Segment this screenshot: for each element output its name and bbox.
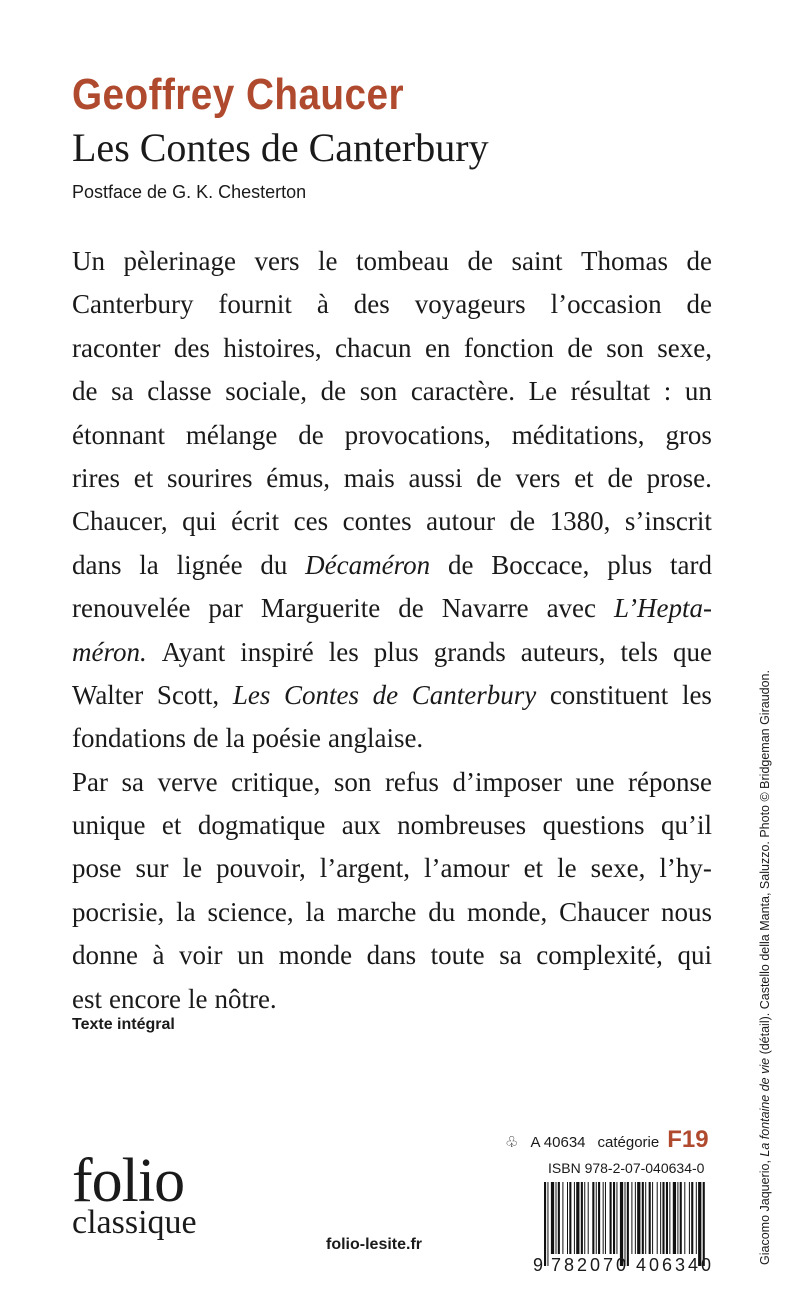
word: tels <box>620 636 658 667</box>
italic-title-word: Les <box>232 679 271 710</box>
word: histoires, <box>223 332 322 363</box>
word: Ayant <box>161 636 226 667</box>
word: toute <box>430 940 485 971</box>
word: nôtre. <box>214 983 277 1014</box>
barcode-bar <box>551 1182 554 1254</box>
word: sur <box>135 853 169 884</box>
word: le <box>182 853 203 884</box>
word: aux <box>341 810 381 841</box>
word: caractère. <box>410 376 515 407</box>
blurb-line <box>72 327 712 370</box>
barcode-digit-first: 9 <box>533 1255 547 1275</box>
barcode-bar <box>684 1182 685 1254</box>
word: qu’il <box>661 810 712 841</box>
word: du <box>260 549 288 580</box>
word: sexe, <box>657 332 712 363</box>
blurb-line <box>72 934 712 977</box>
barcode-bar <box>642 1182 644 1254</box>
italic-title-word: Décaméron <box>305 549 431 580</box>
credit-segment: La fontaine de vie <box>758 1057 772 1157</box>
word: Un <box>72 246 105 276</box>
barcode-bar <box>703 1182 705 1266</box>
word: constituent <box>549 679 669 710</box>
word: de <box>447 549 474 580</box>
word: son <box>333 766 372 797</box>
barcode-bar <box>637 1182 640 1254</box>
blurb-text <box>72 240 712 1021</box>
barcode-digits-right: 406340 <box>636 1255 715 1275</box>
blurb-line <box>72 847 712 890</box>
word: critique, <box>231 766 321 797</box>
word: fournit <box>218 289 292 320</box>
word: poésie <box>251 723 321 754</box>
word: aussi <box>408 462 463 493</box>
word: l’argent, <box>319 853 411 884</box>
credit-segment: (détail). Castello della Manta, Saluzzo. Photo © Bridgeman Giraudon. <box>758 670 772 1058</box>
category-label: catégorie <box>597 1134 660 1151</box>
word: autour <box>426 506 496 537</box>
word: d’imposer <box>452 766 562 797</box>
barcode-bar <box>576 1182 579 1254</box>
word: Navarre <box>441 593 529 624</box>
word: est <box>72 983 102 1014</box>
barcode-bar <box>620 1182 623 1266</box>
barcode-bar <box>673 1182 676 1254</box>
barcode-bar <box>603 1182 604 1254</box>
word: de <box>467 246 493 276</box>
blurb-line <box>72 891 712 934</box>
word: Chaucer, <box>72 506 168 537</box>
word: ces <box>293 506 329 537</box>
word: les <box>681 679 712 710</box>
word: Le <box>528 376 558 407</box>
word: renouvelée <box>72 593 191 624</box>
word: de <box>509 506 536 537</box>
word: auteurs, <box>520 636 606 667</box>
word: inspiré <box>240 636 314 667</box>
word: de <box>476 462 502 493</box>
category-code: F19 <box>667 1126 709 1153</box>
barcode-bar <box>567 1182 568 1254</box>
word: mélange <box>185 419 278 450</box>
barcode-bar <box>616 1182 617 1254</box>
author-name: Geoffrey Chaucer <box>72 70 404 119</box>
image-credit <box>750 655 780 1265</box>
word: résultat <box>570 376 651 407</box>
folio-classique-logo <box>72 1147 197 1241</box>
barcode-bar <box>657 1182 658 1254</box>
word: : <box>663 376 672 407</box>
word: en <box>424 332 451 363</box>
word: saint <box>511 246 563 276</box>
word: gros <box>665 419 712 450</box>
word: refus <box>384 766 439 797</box>
word: 1380, <box>549 506 611 537</box>
word: pèlerinage <box>123 246 236 276</box>
word: grands <box>433 636 506 667</box>
word: mais <box>343 462 395 493</box>
italic-title-word: Canterbury <box>411 679 537 710</box>
word: questions <box>542 810 645 841</box>
blurb-line <box>72 370 712 413</box>
word: dogmatique <box>197 810 326 841</box>
word: émus, <box>266 462 330 493</box>
barcode-bar <box>596 1182 597 1254</box>
word: plus <box>607 549 653 580</box>
blurb-line <box>72 978 712 1021</box>
barcode-bar <box>584 1182 585 1254</box>
logo-folio-word: folio <box>72 1147 185 1215</box>
word: et <box>574 462 594 493</box>
word: de <box>398 593 424 624</box>
italic-title-word: Contes <box>283 679 359 710</box>
word: monde <box>278 940 353 971</box>
word: de <box>320 376 347 407</box>
barcode-bar <box>592 1182 594 1254</box>
word: réponse <box>628 766 712 797</box>
word: verve <box>157 766 218 797</box>
barcode-bar <box>613 1182 615 1254</box>
barcode-bar <box>605 1182 606 1254</box>
italic-title-word: de <box>372 679 399 710</box>
blurb-line <box>72 240 712 283</box>
barcode-bar <box>649 1182 651 1254</box>
word: de <box>686 246 712 276</box>
word: la <box>176 896 196 927</box>
word: tard <box>670 549 712 580</box>
word: Walter <box>72 679 144 710</box>
word: sa <box>121 766 145 797</box>
word: des <box>173 332 210 363</box>
word: raconter <box>72 332 161 363</box>
barcode-bar <box>544 1182 546 1266</box>
word: un <box>684 376 712 407</box>
word: Canterbury <box>72 289 194 320</box>
blurb-line <box>72 717 712 760</box>
word: pocrisie, <box>72 896 165 927</box>
word: le <box>557 853 577 884</box>
catalog-code: A 40634 <box>530 1134 586 1151</box>
barcode-bar <box>574 1182 575 1254</box>
word: pouvoir, <box>216 853 306 884</box>
word: sa <box>111 376 134 407</box>
word: plus <box>373 636 419 667</box>
word: qui <box>182 506 217 537</box>
blurb-line <box>72 674 712 717</box>
word: encore <box>109 983 181 1014</box>
barcode-bar <box>625 1182 626 1266</box>
word: chacun <box>335 332 412 363</box>
texte-integral-label: Texte intégral <box>72 1016 175 1033</box>
image-credit-container <box>750 655 780 1265</box>
word: contes <box>342 506 412 537</box>
word: Scott, <box>156 679 220 710</box>
barcode-bar <box>556 1182 557 1254</box>
word: son <box>359 376 398 407</box>
barcode-bar <box>558 1182 560 1254</box>
word: qui <box>677 940 712 971</box>
word: les <box>328 636 359 667</box>
word: que <box>672 636 712 667</box>
word: à <box>316 289 329 320</box>
word: tombeau <box>355 246 449 276</box>
italic-title-word: méron. <box>72 636 147 667</box>
isbn-number: ISBN 978-2-07-040634-0 <box>548 1160 705 1176</box>
word: méditations, <box>511 419 645 450</box>
word: sexe, <box>590 853 646 884</box>
word: l’amour <box>424 853 510 884</box>
word: la <box>225 723 245 754</box>
club-symbol-icon: ♧ <box>505 1134 519 1151</box>
barcode-bar <box>547 1182 548 1266</box>
word: sa <box>499 940 522 971</box>
word: vers <box>254 246 300 276</box>
blurb-line <box>72 761 712 804</box>
word: science, <box>207 896 294 927</box>
barcode-bar <box>698 1182 701 1266</box>
word: de <box>193 723 219 754</box>
word: avec <box>546 593 597 624</box>
word: vers <box>515 462 561 493</box>
blurb-line <box>72 500 712 543</box>
barcode-bar <box>680 1182 682 1254</box>
word: voir <box>179 940 223 971</box>
blurb-line <box>72 457 712 500</box>
word: de <box>72 376 98 407</box>
blurb-line <box>72 631 712 674</box>
word: de <box>607 462 633 493</box>
word: dans <box>72 549 122 580</box>
word: sourires <box>166 462 253 493</box>
word: le <box>187 983 208 1014</box>
word: à <box>152 940 165 971</box>
word: complexité, <box>536 940 663 971</box>
blurb-line <box>72 414 712 457</box>
barcode-bar <box>581 1182 583 1254</box>
barcode-bar <box>562 1182 563 1254</box>
word: anglaise. <box>327 723 424 754</box>
blurb-line <box>72 544 712 587</box>
word: dans <box>366 940 417 971</box>
postface-credit: Postface de G. K. Chesterton <box>72 182 307 202</box>
barcode-bar <box>631 1182 632 1254</box>
word: du <box>428 896 456 927</box>
word: la <box>305 896 326 927</box>
word: une <box>575 766 615 797</box>
word: pose <box>72 853 122 884</box>
blurb-line <box>72 804 712 847</box>
website-url: folio-lesite.fr <box>326 1236 423 1253</box>
word: prose. <box>646 462 712 493</box>
barcode-bar <box>691 1182 693 1254</box>
barcode-bar <box>610 1182 612 1254</box>
word: des <box>353 289 390 320</box>
barcode-bar <box>569 1182 571 1254</box>
blurb-line <box>72 283 712 326</box>
barcode-bar <box>588 1182 589 1254</box>
catalog-row <box>505 1126 709 1154</box>
word: nous <box>660 896 712 927</box>
word: sociale, <box>225 376 307 407</box>
barcode-bar <box>652 1182 653 1254</box>
barcode-bar <box>669 1182 670 1254</box>
book-title: Les Contes de Canterbury <box>72 125 489 170</box>
barcode-bar <box>666 1182 668 1254</box>
barcode-digits-left: 782070 <box>551 1255 630 1275</box>
barcode-bar <box>677 1182 678 1254</box>
word: Par <box>72 766 108 797</box>
word: provocations, <box>344 419 491 450</box>
barcode-bar <box>645 1182 646 1254</box>
word: fonction <box>463 332 554 363</box>
barcode-bar <box>635 1182 636 1254</box>
barcode-bar <box>598 1182 600 1254</box>
word: de <box>567 332 593 363</box>
word: Thomas <box>581 246 668 276</box>
word: un <box>237 940 265 971</box>
word: nombreuses <box>397 810 527 841</box>
word: fondations <box>72 723 186 754</box>
word: Marguerite <box>260 593 381 624</box>
word: de <box>686 289 712 320</box>
barcode <box>530 1182 720 1266</box>
word: de <box>298 419 324 450</box>
word: le <box>317 246 338 276</box>
word: écrit <box>231 506 280 537</box>
word: l’hy- <box>659 853 712 884</box>
word: marche <box>336 896 417 927</box>
word: lignée <box>176 549 243 580</box>
word: monde, <box>467 896 548 927</box>
credit-segment: Giacomo Jaquerio, <box>758 1156 772 1265</box>
barcode-bar <box>660 1182 661 1254</box>
word: par <box>208 593 243 624</box>
word: classe <box>147 376 212 407</box>
logo-classique-word: classique <box>72 1204 197 1241</box>
word: étonnant <box>72 419 165 450</box>
word: l’occasion <box>550 289 662 320</box>
italic-title-word: L’Hepta- <box>613 593 712 624</box>
word: donne <box>72 940 138 971</box>
barcode-bar <box>696 1182 697 1254</box>
word: voyageurs <box>414 289 526 320</box>
word: et <box>523 853 544 884</box>
word: unique <box>72 810 146 841</box>
word: son <box>606 332 644 363</box>
word: et <box>161 810 182 841</box>
word: Chaucer <box>559 896 650 927</box>
word: la <box>139 549 159 580</box>
word: Boccace, <box>491 549 590 580</box>
barcode-bar <box>662 1182 664 1254</box>
barcode-bar <box>627 1182 629 1266</box>
barcode-bar <box>689 1182 690 1254</box>
word: s’inscrit <box>624 506 712 537</box>
word: rires <box>72 462 120 493</box>
word: et <box>133 462 154 493</box>
blurb-line <box>72 587 712 630</box>
